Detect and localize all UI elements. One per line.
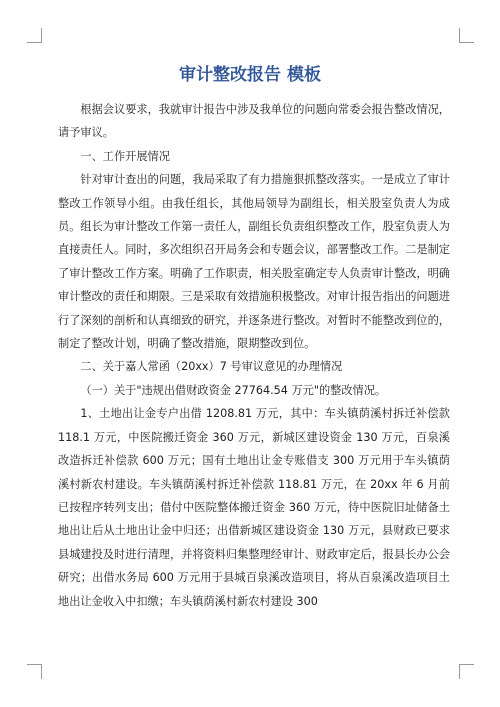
crop-mark-bottom-left bbox=[27, 664, 42, 679]
detail-paragraph: 1、土地出让金专户出借 1208.81 万元，其中：车头镇荫溪村拆迁补偿款 118.1 万元，中医院搬迁资金 360 万元，新城区建设资金 130 万元，百泉溪改造拆迁补偿款 600 万元；国有土地出让金专账借支 300 万元用于车头镇荫溪村新农村建设。车头镇荫溪村拆迁补偿款 118.81 万元，在 20xx 年 6 月前已按程序转列支出；借付中医院整体搬迁资金 360 万元，待中医院旧址储备土地出让后从土地出让金中归还；出借新城区建设资金 130 万元，县财政已要求县城建投及时进行清理，并将资料归集整理经审计、财政审定后，报县长办公会研究；出借水务局 600 万元用于县城百泉溪改造项目，将从百泉溪改造项目土地出让金收入中扣缴；车头镇荫溪村新农村建设 300 bbox=[58, 407, 450, 608]
work-paragraph: 针对审计查出的问题，我局采取了有力措施狠抓整改落实。一是成立了审计整改工作领导小组。由我任组长，其他局领导为副组长，相关股室负责人为成员。组长为审计整改工作第一责任人，副组长负责组织整改工作，股室负责人为直接责任人。同时，多次组织召开局务会和专题会议，部署整改工作。二是制定了审计整改工作方案。明确了工作职责，相关股室确定专人负责审计整改，明确审计整改的责任和期限。三是采取有效措施积极整改。对审计报告指出的问题进行了深刻的剖析和认真细致的研究，并逐条进行整改。对暂时不能整改到位的，制定了整改计划，明确了整改措施，限期整改到位。 bbox=[58, 173, 450, 351]
document-title: 审计整改报告 模板 bbox=[179, 65, 321, 85]
document-body bbox=[58, 98, 450, 613]
intro-paragraph: 根据会议要求，我就审计报告中涉及我单位的问题向常委会报告整改情况，请予审议。 bbox=[58, 103, 450, 140]
crop-mark-top-left bbox=[27, 28, 42, 43]
crop-mark-bottom-right bbox=[459, 664, 474, 679]
subsection-heading: （一）关于"违规出借财政资金 27764.54 万元"的整改情况。 bbox=[80, 383, 387, 397]
section-heading-review: 二、关于嘉人常函（20xx）7 号审议意见的办理情况 bbox=[80, 360, 343, 374]
section-heading-work: 一、工作开展情况 bbox=[80, 149, 170, 163]
crop-mark-top-right bbox=[459, 28, 474, 43]
